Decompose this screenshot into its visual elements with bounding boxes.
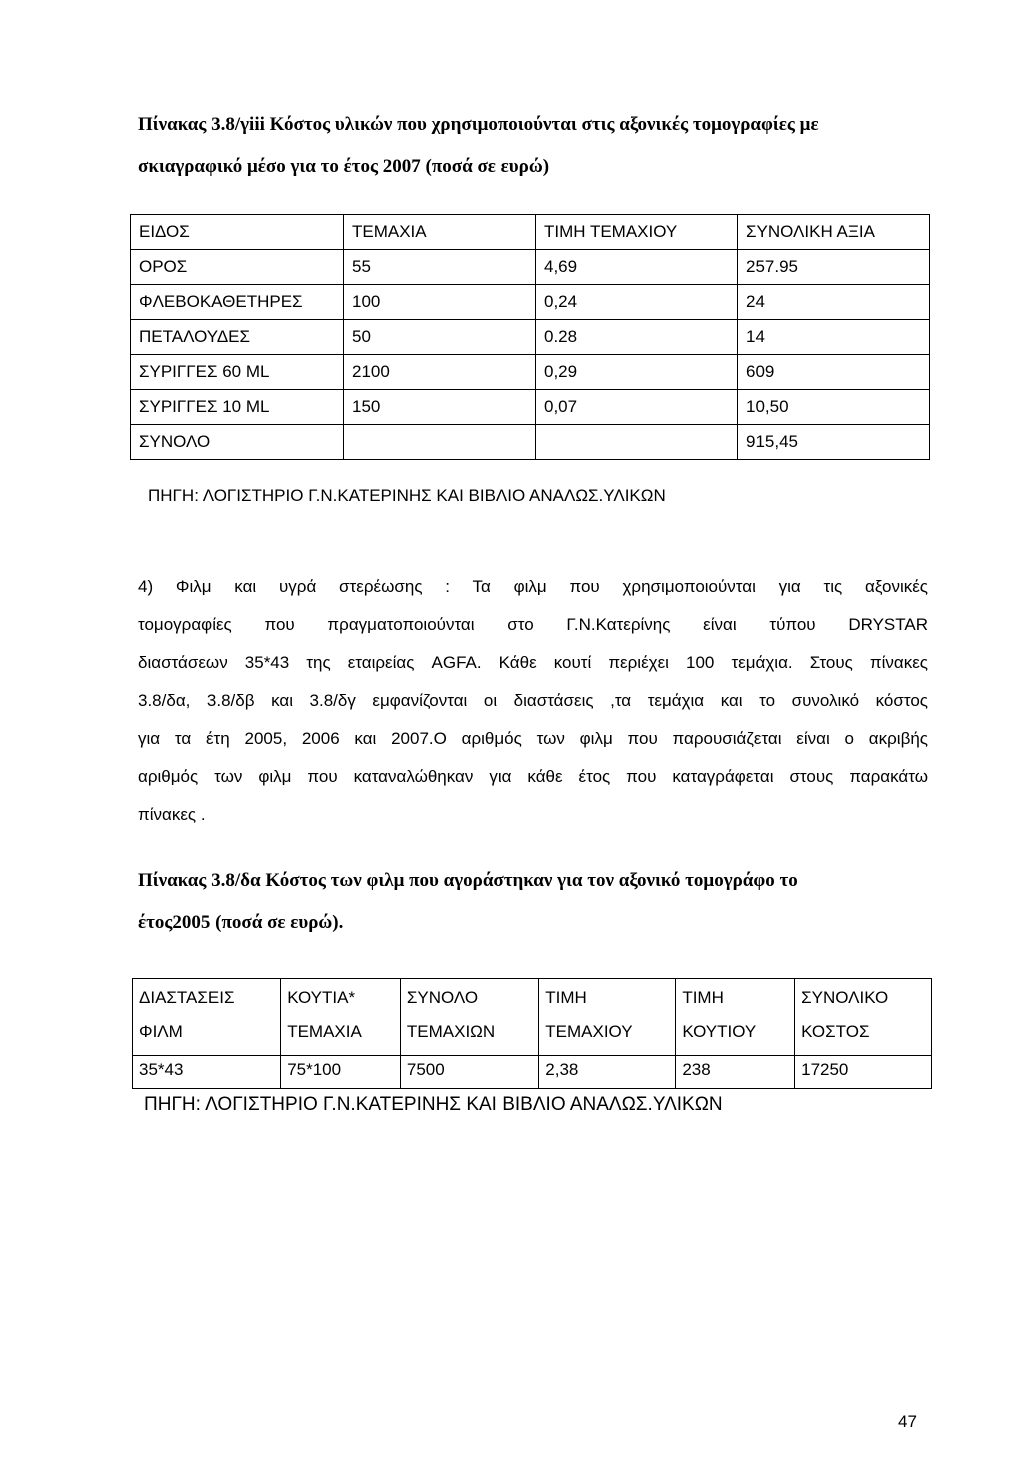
table-cell: 35*43 (133, 1056, 281, 1089)
table2-caption (138, 860, 928, 944)
table-total-row (131, 425, 930, 460)
table2-caption-line1: Πίνακας 3.8/δα Κόστος των φιλμ που αγοράστηκαν για τον αξονικό τομογράφο το (138, 870, 798, 891)
table2-caption-line2: έτος2005 (ποσά σε ευρώ). (138, 912, 344, 933)
header-cell: ΤΙΜΗ ΚΟΥΤΙΟΥ (676, 979, 795, 1056)
paragraph-line: πίνακες . (138, 805, 206, 824)
table-cell: 100 (344, 285, 536, 320)
paragraph-line: 3.8/δα, 3.8/δβ και 3.8/δγ εμφανίζονται οι διαστάσεις ,τα τεμάχια και το συνολικό κόστος (138, 691, 928, 710)
table1-source: ΠΗΓΗ: ΛΟΓΙΣΤΗΡΙΟ Γ.Ν.ΚΑΤΕΡΙΝΗΣ ΚΑΙ ΒΙΒΛΙΟ ΑΝΑΛΩΣ.ΥΛΙΚΩΝ (148, 486, 666, 505)
table-cell: 24 (738, 285, 930, 320)
table-cell: ΣΥΝΟΛΟ (131, 425, 344, 460)
table-cell: ΦΛΕΒΟΚΑΘΕΤΗΡΕΣ (131, 285, 344, 320)
paragraph-line: αριθμός των φιλμ που καταναλώθηκαν για κάθε έτος που καταγράφεται στους παρακάτω (138, 767, 928, 786)
header-cell: ΔΙΑΣΤΑΣΕΙΣ ΦΙΛΜ (133, 979, 281, 1056)
table-cell: 50 (344, 320, 536, 355)
table-cell: 0.28 (536, 320, 738, 355)
table-cell: 2100 (344, 355, 536, 390)
table-cell: ΟΡΟΣ (131, 250, 344, 285)
table-row (133, 1056, 932, 1089)
table-cell: 2,38 (539, 1056, 676, 1089)
table1-caption (138, 104, 928, 188)
table-cell: 0,07 (536, 390, 738, 425)
header-cell: ΤΕΜΑΧΙΑ (344, 215, 536, 250)
page-number: 47 (898, 1412, 917, 1431)
header-cell: ΕΙΔΟΣ (131, 215, 344, 250)
header-cell: ΚΟΥΤΙΑ* ΤΕΜΑΧΙΑ (281, 979, 401, 1056)
header-cell: ΤΙΜΗ ΤΕΜΑΧΙΟΥ (539, 979, 676, 1056)
table-row (131, 285, 930, 320)
table-cell: 4,69 (536, 250, 738, 285)
paragraph-line: τομογραφίες που πραγματοποιούνται στο Γ.Ν.Κατερίνης είναι τύπου DRYSTAR (138, 615, 928, 634)
table-header-row (133, 979, 932, 1056)
table-cell: 75*100 (281, 1056, 401, 1089)
table-cell: 915,45 (738, 425, 930, 460)
table-cell: ΠΕΤΑΛΟΥΔΕΣ (131, 320, 344, 355)
table-cell: ΣΥΡΙΓΓΕΣ 10 ML (131, 390, 344, 425)
table-cell: 257.95 (738, 250, 930, 285)
table-cell: 609 (738, 355, 930, 390)
table-cell: 0,29 (536, 355, 738, 390)
table-cell: 17250 (795, 1056, 932, 1089)
film-cost-table (132, 978, 932, 1089)
header-cell: ΣΥΝΟΛΟ ΤΕΜΑΧΙΩΝ (400, 979, 538, 1056)
table-row (131, 355, 930, 390)
table-cell: 238 (676, 1056, 795, 1089)
header-cell: ΤΙΜΗ ΤΕΜΑΧΙΟΥ (536, 215, 738, 250)
table-cell: 10,50 (738, 390, 930, 425)
paragraph-line: διαστάσεων 35*43 της εταιρείας AGFA. Κάθε κουτί περιέχει 100 τεμάχια. Στους πίνακες (138, 653, 928, 672)
header-cell: ΣΥΝΟΛΙΚΗ ΑΞΙΑ (738, 215, 930, 250)
body-paragraph (138, 568, 928, 834)
paragraph-line: για τα έτη 2005, 2006 και 2007.Ο αριθμός των φιλμ που παρουσιάζεται είναι ο ακριβής (138, 729, 928, 748)
table-cell (536, 425, 738, 460)
table1-caption-line1: Πίνακας 3.8/γiii Κόστος υλικών που χρησιμοποιούνται στις αξονικές τομογραφίες με (138, 114, 819, 135)
table-header-row (131, 215, 930, 250)
table-cell: 150 (344, 390, 536, 425)
table-cell: ΣΥΡΙΓΓΕΣ 60 ML (131, 355, 344, 390)
table2-source: ΠΗΓΗ: ΛΟΓΙΣΤΗΡΙΟ Γ.Ν.ΚΑΤΕΡΙΝΗΣ ΚΑΙ ΒΙΒΛΙΟ ΑΝΑΛΩΣ.ΥΛΙΚΩΝ (144, 1094, 723, 1115)
table-row (131, 250, 930, 285)
table-cell: 55 (344, 250, 536, 285)
header-cell: ΣΥΝΟΛΙΚΟ ΚΟΣΤΟΣ (795, 979, 932, 1056)
table-row (131, 390, 930, 425)
table-cell: 7500 (400, 1056, 538, 1089)
materials-cost-table (130, 214, 930, 460)
table-cell: 14 (738, 320, 930, 355)
table-row (131, 320, 930, 355)
table-cell (344, 425, 536, 460)
table-cell: 0,24 (536, 285, 738, 320)
table1-caption-line2: σκιαγραφικό μέσο για το έτος 2007 (ποσά σε ευρώ) (138, 156, 550, 177)
paragraph-line: 4) Φιλμ και υγρά στερέωσης : Τα φιλμ που χρησιμοποιούνται για τις αξονικές (138, 577, 928, 596)
